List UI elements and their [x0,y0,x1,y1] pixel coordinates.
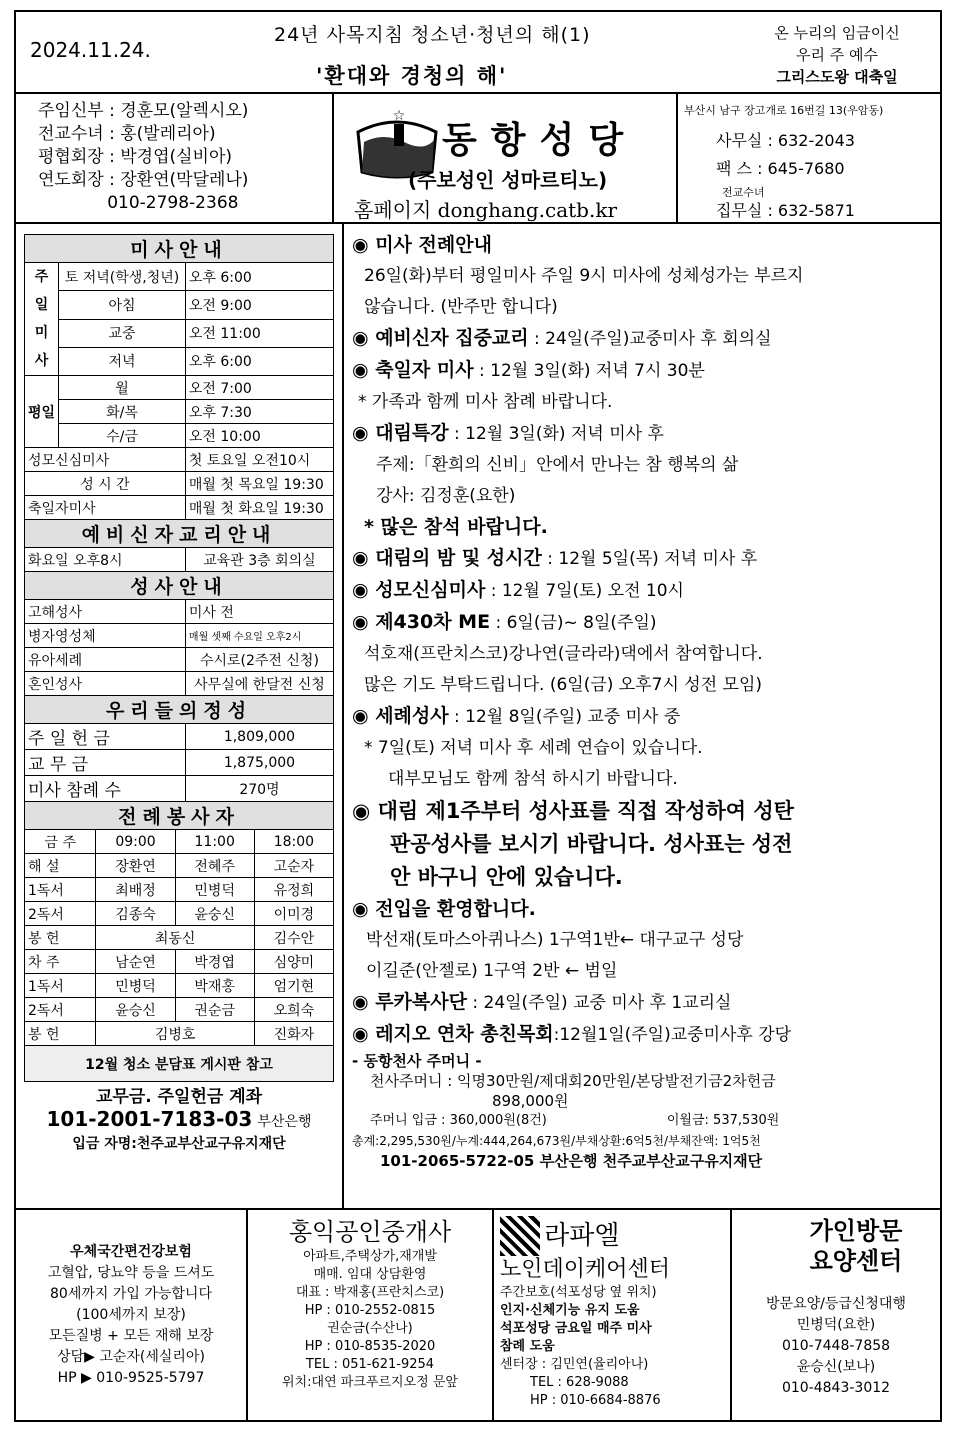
sunday-mass-label: 주 일 미 사 [25,263,59,376]
bulletin-page [14,10,942,1422]
year-theme: '환대와 경청의 해' [316,64,508,88]
feast-title: 온 누리의 임금이신 우리 주 예수 그리스도왕 대축일 [774,24,900,86]
column-divider [342,224,344,1208]
ads-footer [16,1208,940,1420]
ad-care-center: 가인방문 요양센터 방문요양/등급신청대행 민병덕(요한) 010-7448-7858 윤승신(보나) 010-4843-3012 [766,1217,906,1396]
ad-realtor: 홍익공인중개사 아파트,주택상가,재개발 매매. 임대 상담환영 대표 : 박재홍(프란치스코) HP : 010-2552-0815 권순금(수산나) HP : 010-8535-2020 TEL : 051-621-9254 위치:대연 파크푸르지오정 문앞 [248,1210,494,1422]
pastoral-guideline: 24년 사목지침 청소년·청년의 해(1) [274,24,591,46]
nun-phone: 집무실 : 632-5871 [716,201,855,220]
ad-daycare: 라파엘 노인데이케어센터 주간보호(석포성당 옆 위치) 인지·신체기능 유지 도움 석포성당 금요일 매주 미사 참례 도움 센터장 : 김민연(율리아나) TEL : 628-9088 HP : 010-6684-8876 [494,1210,732,1422]
header [16,12,940,94]
homepage[interactable]: 홈페이지 donghang.catb.kr [354,198,618,222]
account-box: 교무금. 주일헌금 계좌 101-2001-7183-03 부산은행 입금 자명:천주교부산교구유지재단 [46,1087,312,1152]
office-phone: 사무실 : 632-2043 [716,131,855,150]
left-column [24,234,334,1155]
weekday-mass-label: 평일 [25,376,59,448]
address: 부산시 남구 장고개로 16번길 13(우암동) [684,104,884,117]
church-info [16,94,940,224]
notices: ◉ 미사 전례안내 26일(화)부터 평일미사 주일 9시 미사에 성체성가는 부르지 않습니다. (반주만 합니다) ◉ 예비신자 집중교리 : 24일(주일)교중미사 후 회의실 ◉ 축일자 미사 : 12월 3일(화) 저녁 7시 30분 * 가족과 함께 미사 참례 바랍니다. ◉ 대림특강 : 12월 3일(화) 저녁 미사 후 주제:「환희의 신비」안에서 만나는 참 행복의 삶 강사: 김정훈(요한) * 많은 참석 바랍니다. ◉ 대림의 밤 및 성시간 : 12월 5일(목) 저녁 미사 후 ◉ 성모신심미사 : 12월 7일(토) 오전 10시 ◉ 제430차 ME : 6일(금)~ 8일(주일) 석호재(프란치스코)강나연(글라라)댁에서 참여합니다. 많은 기도 부탁드립니다. (6일(금) 오후7시 성전 모임) ◉ 세례성사 : 12월 8일(주일) 교중 미사 중 * 7일(토) 저녁 미사 후 세례 연습이 있습니다. 대부모님도 함께 참석 하시기 바랍니다. ◉ 대림 제1주부터 성사표를 직접 작성하여 성탄 판공성사를 보시기 바랍니다. 성사표는 성전 안 바구니 안에 있습니다. ◉ 전입을 환영합니다. 박선재(토마스아퀴나스) 1구역1반← 대구교구 성당 이길준(안젤로) 1구역 2반 ← 범일 ◉ 루카복사단 : 24일(주일) 교중 미사 후 1교리실 ◉ 레지오 연차 총친목회:12월1일(주일)교중미사후 강당 - 동항천사 주머니 - 천사주머니 : 익명30만원/제대회20만원/본당발전기금2차헌금 898,000원 주머니 입금 : 360,000원(8건) 이월금: 537,530원 총계:2,295,530원/누계:444,264,673원/부채상환:6억5천/부채잔액: 1억5천 101-2065-5722-05 부산은행 천주교부산교구유지재단 [352,234,804,1170]
fax: 팩 스 : 645-7680 [716,159,845,178]
church-logo-block [332,94,678,222]
staff-list: 주임신부 : 경훈모(알렉시오) 전교수녀 : 홍(발레리아) 평협회장 : 박경엽(실비아) 연도회장 : 장환연(막달레나) 010-2798-2368 [38,101,249,213]
nun-label: 전교수녀 [722,186,765,199]
bulletin-date: 2024.11.24. [30,38,151,62]
church-name: 동항성당 [442,120,638,161]
ad-insurance: 우체국간편건강보험 고혈압, 당뇨약 등을 드셔도 80세까지 가입 가능합니다 (100세까지 보장) 모든질병 + 모든 재해 보장 상담▶ 고순자(세실리아) HP ▶ 010-9525-5797 [16,1210,248,1422]
qr-code-icon [500,1216,540,1256]
patron-saint: (주보성인 성마르티노) [408,168,608,192]
mass-table: 미사안내 주 일 미 사 토 저녁(학생,청년) 오후 6:00 아침 오전 9:00 교중 오전 11:00 저녁 오후 6:00 평일 월 오전 7:00 화/목 오후 7:30 수/금 오전 10:00 성모신심미사 첫 토요일 오전10시 성 시 간 매월 첫 목요일 19:30 축일자미사 매월 첫 화요일 19:30 예비신자교리안내 화요일 오후8시 교육관 3층 회의실 성사안내 고해성사 미사 전 병자영성체 매월 셋째 수요일 오후2시 유아세례 수시로(2주전 신청) 혼인성사 사무실에 한달전 신청 우리들의정성 주 일 헌 금 1,809,000 교 무 금 1,875,000 미사 참례 수 270명 [24,234,334,802]
servers-table: 전례봉사자 금 주 09:00 11:00 18:00 해 설 장환연 전혜주 고순자 1독서 최배정 민병덕 유정희 2독서 김종숙 윤숭신 이미경 봉 헌 최동신 김수안 차 주 남순연 박경엽 심양미 1독서 민병덕 박재홍 엄기현 2독서 윤승신 권순금 오희숙 봉 헌 김병호 진화자 12월 청소 분담표 게시판 참고 [24,801,334,1082]
svg-text:☆: ☆ [392,108,406,124]
